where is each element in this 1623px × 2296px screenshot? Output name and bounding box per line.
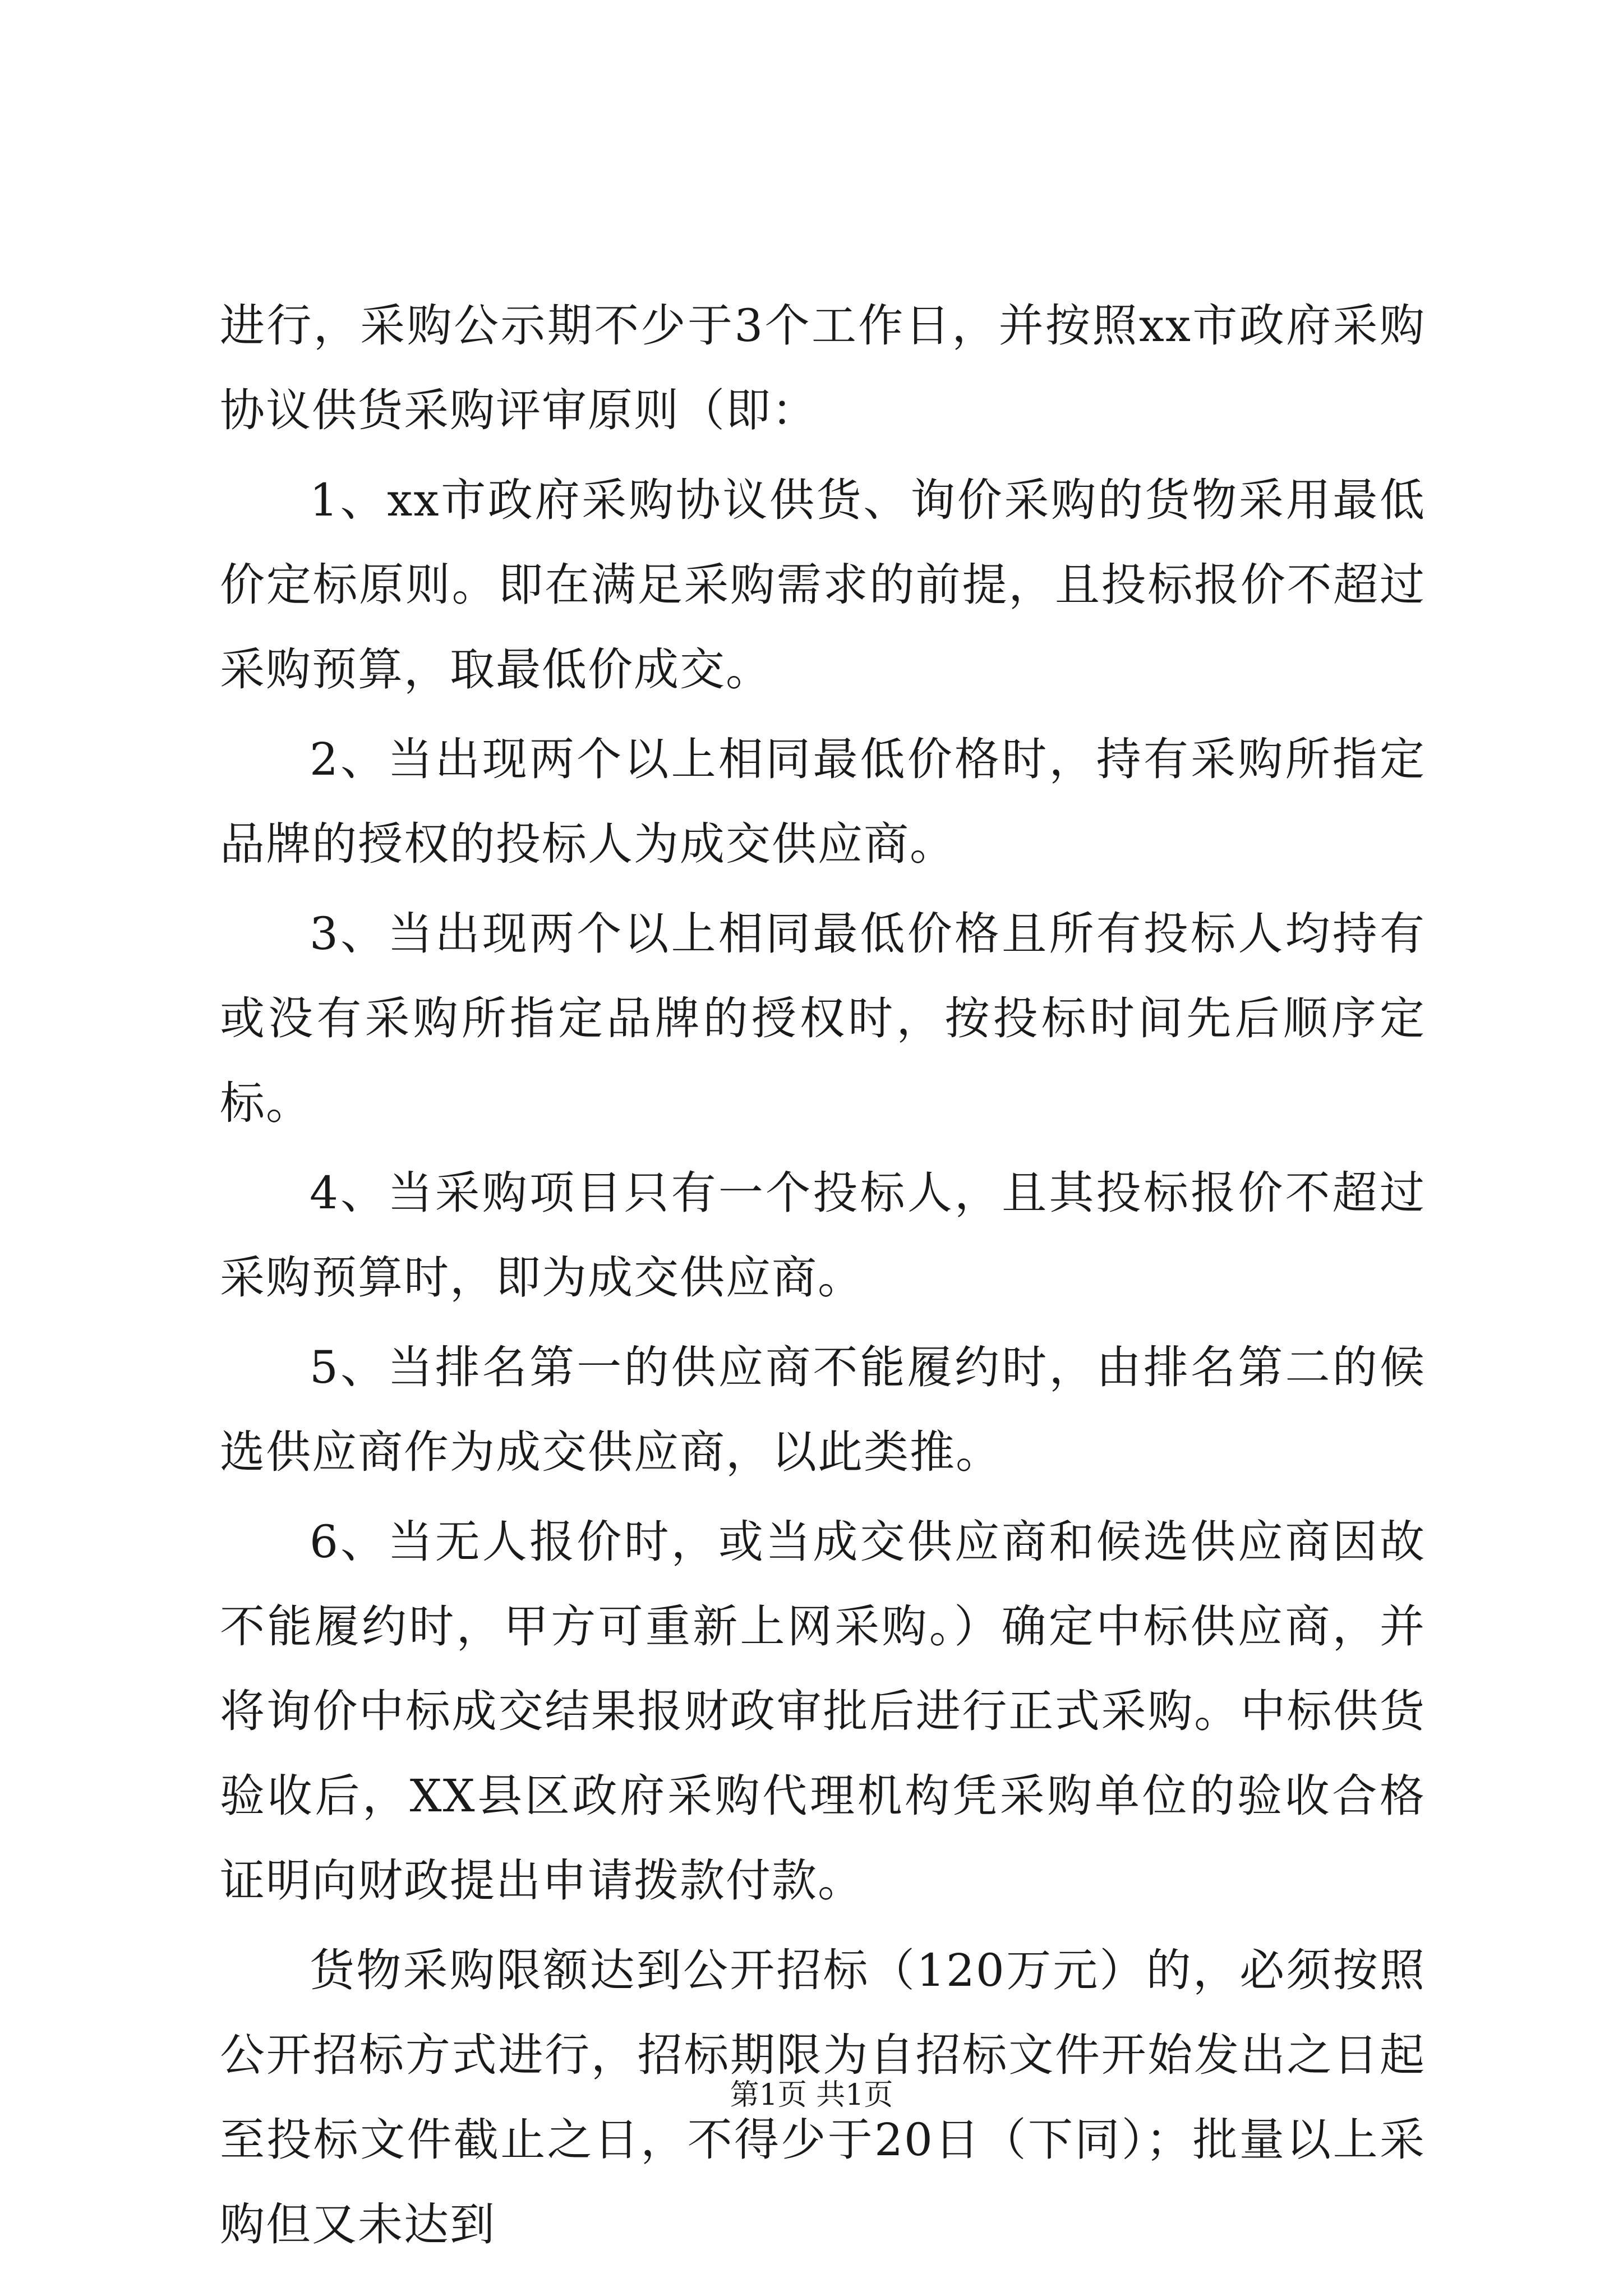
page-footer: 第1页 共1页 bbox=[730, 2078, 893, 2112]
paragraph-rule-2: 2、当出现两个以上相同最低价格时，持有采购所指定品牌的授权的投标人为成交供应商。 bbox=[220, 733, 1426, 870]
paragraph-rule-6: 6、当无人报价时，或当成交供应商和候选供应商因故不能履约时，甲方可重新上网采购。）确定中标供应商，并将询价中标成交结果报财政审批后进行正式采购。中标供货验收后，XX县区政府采购代理机构凭采购单位的验收合格证明向财政提出申请拨款付款。 bbox=[220, 1516, 1426, 1907]
paragraph-rule-3: 3、当出现两个以上相同最低价格且所有投标人均持有或没有采购所指定品牌的授权时，按投标时间先后顺序定标。 bbox=[220, 908, 1426, 1129]
paragraph-rule-5: 5、当排名第一的供应商不能履约时，由排名第二的候选供应商作为成交供应商，以此类推。 bbox=[220, 1341, 1426, 1478]
document-body bbox=[220, 283, 1426, 2272]
paragraph-intro: 进行，采购公示期不少于3个工作日，并按照xx市政府采购协议供货采购评审原则（即： bbox=[220, 300, 1426, 436]
paragraph-rule-1: 1、xx市政府采购协议供货、询价采购的货物采用最低价定标原则。即在满足采购需求的前提，且投标报价不超过采购预算，取最低价成交。 bbox=[220, 474, 1426, 696]
paragraph-public-tender: 货物采购限额达到公开招标（120万元）的，必须按照公开招标方式进行，招标期限为自招标文件开始发出之日起至投标文件截止之日，不得少于20日（下同）；批量以上采购但又未达到 bbox=[220, 1944, 1426, 2251]
paragraph-rule-4: 4、当采购项目只有一个投标人，且其投标报价不超过采购预算时，即为成交供应商。 bbox=[220, 1167, 1426, 1304]
